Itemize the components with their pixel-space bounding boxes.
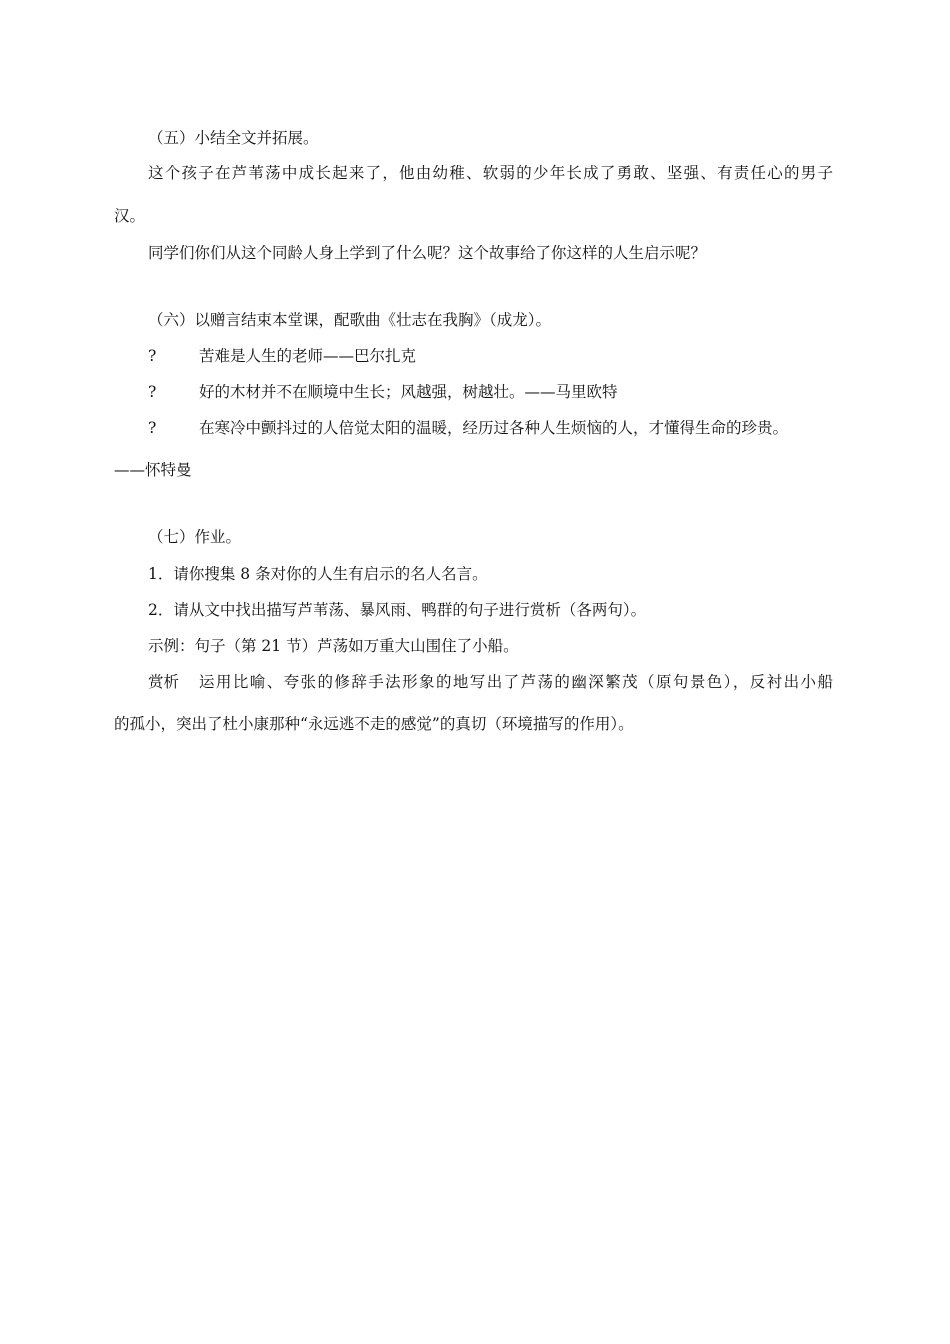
analysis-line1: 运用比喻、夸张的修辞手法形象的地写出了芦荡的幽深繁茂（原句景色），反衬出小船: [199, 673, 833, 691]
homework-item-2: 2．请从文中找出描写芦苇荡、暴风雨、鸭群的句子进行赏析（各两句）。: [148, 601, 647, 619]
quote1-bullet: ?: [148, 347, 157, 365]
quote1: 苦难是人生的老师——巴尔扎克: [199, 347, 417, 365]
homework-example: 示例：句子（第 21 节）芦荡如万重大山围住了小船。: [148, 637, 519, 655]
section5-para2: 同学们你们从这个同龄人身上学到了什么呢？这个故事给了你这样的人生启示呢？: [148, 244, 707, 262]
analysis-line2: 的孤小，突出了杜小康那种“永远逃不走的感觉”的真切（环境描写的作用）。: [114, 715, 634, 733]
analysis-label: 赏析: [148, 673, 180, 691]
quote2-bullet: ?: [148, 383, 157, 401]
section7-heading: （七）作业。: [148, 528, 242, 546]
quote2: 好的木材并不在顺境中生长；风越强，树越壮。——马里欧特: [199, 383, 618, 401]
section6-heading: （六）以赠言结束本堂课，配歌曲《壮志在我胸》（成龙）。: [148, 311, 552, 329]
homework-item-1: 1．请你搜集 8 条对你的人生有启示的名人名言。: [148, 565, 488, 583]
section5-para1-line1: 这个孩子在芦苇荡中成长起来了，他由幼稚、软弱的少年长成了勇敢、坚强、有责任心的男子: [148, 164, 833, 182]
section5-heading: （五）小结全文并拓展。: [148, 129, 319, 147]
section5-para1-line2: 汉。: [114, 207, 146, 225]
quote3-bullet: ?: [148, 419, 157, 437]
quote3-line2: ——怀特曼: [114, 461, 192, 479]
quote3-line1: 在寒冷中颤抖过的人倍觉太阳的温暖，经历过各种人生烦恼的人，才懂得生命的珍贵。: [199, 419, 789, 437]
